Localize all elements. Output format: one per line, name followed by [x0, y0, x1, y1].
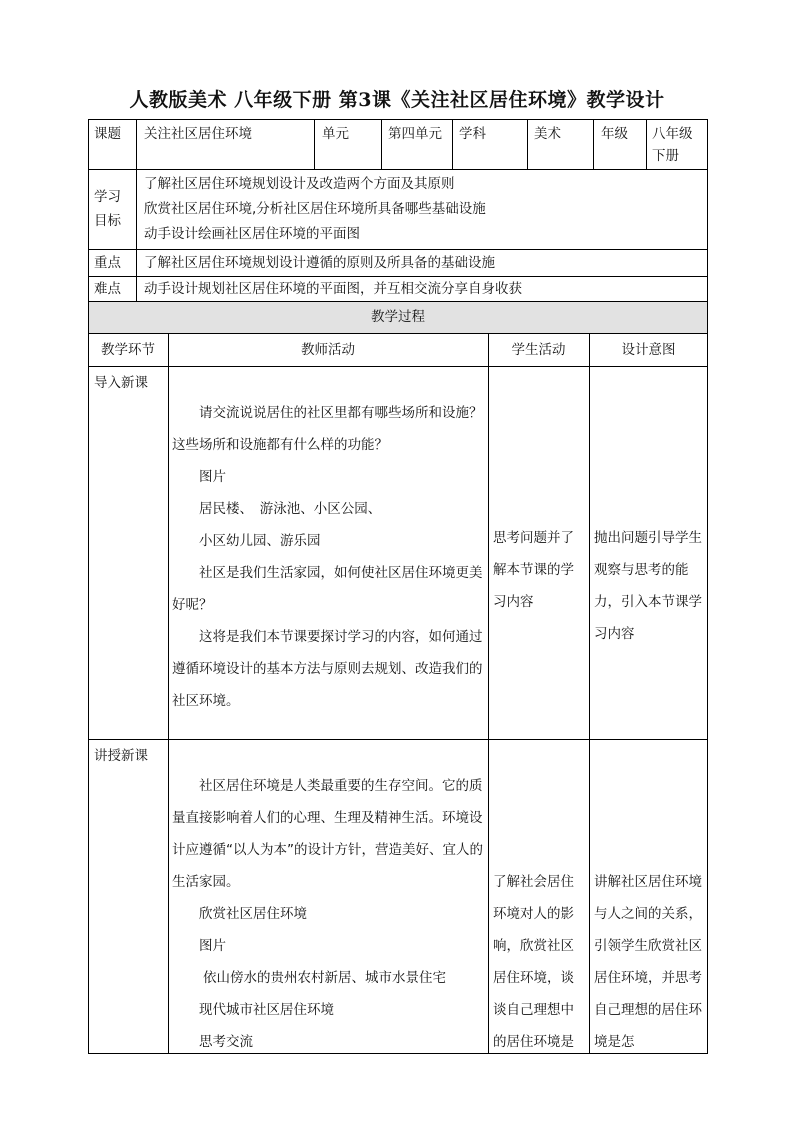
key-point-value: 了解社区居住环境规划设计遵循的原则及所具备的基础设施: [144, 255, 495, 271]
course-value: 关注社区居住环境: [144, 126, 252, 142]
student-activity-intro: 思考问题并了解本节课的学习内容: [493, 530, 574, 610]
design-intent-intro: 抛出问题引导学生观察与思考的能力，引入本节课学习内容: [594, 530, 702, 642]
student-activity-new-lesson: 了解社会居住环境对人的影响，欣赏社区居住环境，谈谈自己理想中的居住环境是: [493, 874, 574, 1050]
teacher-paragraph: 社区是我们生活家园，如何使社区居住环境更美好呢？: [172, 565, 483, 613]
teacher-paragraph: 居民楼、 游泳池、小区公园、: [199, 501, 382, 517]
goal-item: 动手设计绘画社区居住环境的平面图: [144, 226, 360, 242]
teacher-activity-intro: [172, 397, 484, 717]
subject-value: 美术: [534, 126, 561, 142]
difficulty-value: 动手设计规划社区居住环境的平面图，并互相交流分享自身收获: [144, 281, 522, 297]
difficulty-label: 难点: [94, 281, 121, 297]
header-stage: 教学环节: [101, 342, 155, 358]
teacher-paragraph: 图片: [199, 938, 226, 954]
grade-label: 年级: [601, 126, 628, 142]
key-point-label: 重点: [94, 255, 121, 271]
teacher-paragraph: 依山傍水的贵州农村新居、城市水景住宅: [203, 970, 447, 986]
teacher-paragraph: 请交流说说居住的社区里都有哪些场所和设施？这些场所和设施都有什么样的功能？: [172, 405, 483, 453]
teacher-paragraph: 小区幼儿园、游乐园: [199, 533, 321, 549]
stage-new-lesson: 讲授新课: [94, 748, 148, 764]
header-student: 学生活动: [511, 342, 566, 358]
teacher-paragraph: 这将是我们本节课要探讨学习的内容，如何通过遵循环境设计的基本方法与原则去规划、改造我们的社区环境。: [172, 629, 483, 709]
grade-value: 八年级下册: [652, 126, 693, 164]
goal-item: 欣赏社区居住环境,分析社区居住环境所具备哪些基础设施: [144, 201, 486, 217]
goals-list: [144, 172, 486, 247]
header-teacher: 教师活动: [301, 342, 355, 358]
unit-label: 单元: [322, 126, 349, 142]
unit-value: 第四单元: [388, 126, 442, 142]
teacher-activity-new-lesson: [172, 770, 484, 1058]
teacher-paragraph: 社区居住环境是人类最重要的生存空间。它的质量直接影响着人们的心理、生理及精神生活。环境设计应遵循“以人为本”的设计方针，营造美好、宜人的生活家园。: [172, 778, 483, 890]
teacher-paragraph: 现代城市社区居住环境: [199, 1002, 334, 1018]
subject-label: 学科: [459, 126, 486, 142]
header-intent: 设计意图: [621, 342, 676, 358]
course-label: 课题: [94, 126, 121, 142]
lesson-plan-table: [88, 119, 708, 1054]
goals-label: 学习目标: [94, 189, 121, 229]
teacher-paragraph: 图片: [199, 469, 226, 485]
document-title: 人教版美术 八年级下册 第3课《关注社区居住环境》教学设计: [129, 89, 665, 111]
stage-intro: 导入新课: [94, 375, 148, 391]
goal-item: 了解社区居住环境规划设计及改造两个方面及其原则: [144, 176, 455, 192]
design-intent-new-lesson: 讲解社区居住环境与人之间的关系，引领学生欣赏社区居住环境，并思考自己理想的居住环境是怎: [594, 874, 702, 1050]
teacher-paragraph: 欣赏社区居住环境: [199, 906, 307, 922]
teacher-paragraph: 思考交流: [199, 1034, 253, 1050]
process-title: 教学过程: [371, 309, 425, 325]
